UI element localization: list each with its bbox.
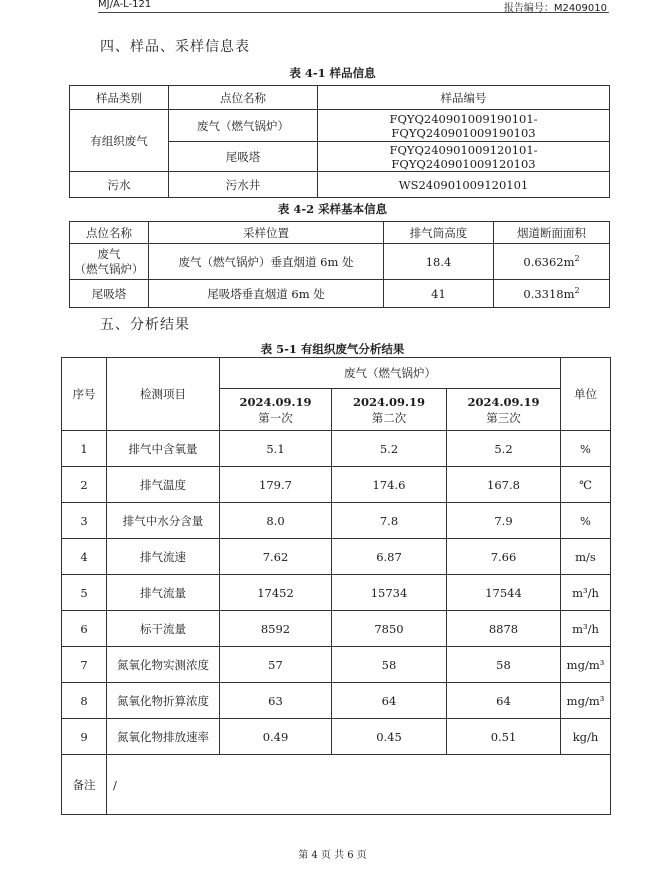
run1-date: 2024.09.19 — [239, 394, 312, 409]
th-group-boiler: 废气（燃气锅炉） — [220, 358, 561, 389]
run2-label: 第二次 — [371, 410, 407, 425]
row-value-run1: 7.62 — [220, 539, 332, 575]
row-unit: % — [561, 503, 611, 539]
cell-code-tail-tower: FQYQ240901009120101-FQYQ240901009120103 — [318, 142, 610, 172]
table-row — [62, 431, 611, 467]
run1-label: 第一次 — [258, 410, 293, 425]
row-value-run2: 174.6 — [332, 467, 447, 503]
row-value-run3: 5.2 — [447, 431, 561, 467]
note-value: / — [107, 755, 611, 815]
row-value-run3: 17544 — [447, 575, 561, 611]
row-value-run3: 167.8 — [447, 467, 561, 503]
row-unit: mg/m³ — [561, 647, 611, 683]
row-unit: mg/m³ — [561, 683, 611, 719]
cell-code-boiler: FQYQ240901009190101-FQYQ240901009190103 — [318, 110, 610, 142]
cell-name-boiler — [70, 244, 149, 280]
row-value-run1: 63 — [220, 683, 332, 719]
table-row — [62, 719, 611, 755]
note-label: 备注 — [62, 755, 107, 815]
row-value-run1: 179.7 — [220, 467, 332, 503]
th-point-name-2: 点位名称 — [70, 222, 149, 244]
cell-point-tail-tower: 尾吸塔 — [169, 142, 318, 172]
sampling-basic-table — [69, 221, 610, 308]
organized-gas-results-table — [61, 357, 611, 815]
row-item: 排气中水分含量 — [107, 503, 220, 539]
row-unit: m/s — [561, 539, 611, 575]
report-number: 报告编号：M2409010 — [503, 3, 607, 14]
table-row — [62, 575, 611, 611]
row-seq: 5 — [62, 575, 107, 611]
cell-area-tail-tower — [494, 280, 610, 308]
th-sampling-position: 采样位置 — [149, 222, 384, 244]
row-value-run1: 5.1 — [220, 431, 332, 467]
row-seq: 9 — [62, 719, 107, 755]
th-sample-category: 样品类别 — [70, 86, 169, 110]
row-unit: m³/h — [561, 611, 611, 647]
row-seq: 7 — [62, 647, 107, 683]
row-value-run2: 58 — [332, 647, 447, 683]
row-seq: 6 — [62, 611, 107, 647]
row-seq: 1 — [62, 431, 107, 467]
cell-point-sewage-well: 污水井 — [169, 172, 318, 198]
cell-code-sewage-well: WS240901009120101 — [318, 172, 610, 198]
row-value-run1: 17452 — [220, 575, 332, 611]
th-sample-code: 样品编号 — [318, 86, 610, 110]
th-unit: 单位 — [561, 358, 611, 431]
table-row — [62, 467, 611, 503]
row-value-run2: 15734 — [332, 575, 447, 611]
cell-height-tail-tower: 41 — [384, 280, 494, 308]
row-seq: 2 — [62, 467, 107, 503]
row-value-run2: 64 — [332, 683, 447, 719]
row-value-run3: 64 — [447, 683, 561, 719]
area-boiler-unit: m — [563, 254, 575, 269]
name-boiler-line2: （燃气锅炉） — [74, 261, 144, 276]
table-row — [62, 683, 611, 719]
page-footer: 第 4 页 共 6 页 — [298, 850, 367, 861]
row-value-run1: 0.49 — [220, 719, 332, 755]
area-tail-value: 0.3318 — [523, 286, 564, 301]
row-item: 氮氧化物实测浓度 — [107, 647, 220, 683]
area-tail-unit: m — [563, 286, 575, 301]
th-item: 检测项目 — [107, 358, 220, 431]
table-row — [62, 539, 611, 575]
cell-height-boiler: 18.4 — [384, 244, 494, 280]
table42-caption: 表 4-2 采样基本信息 — [277, 202, 388, 216]
row-value-run2: 5.2 — [332, 431, 447, 467]
row-unit: kg/h — [561, 719, 611, 755]
row-value-run3: 8878 — [447, 611, 561, 647]
row-item: 排气温度 — [107, 467, 220, 503]
area-tail-sup: 2 — [574, 286, 580, 296]
row-value-run3: 58 — [447, 647, 561, 683]
doc-code: MJ/A-L-121 — [98, 0, 152, 10]
run3-label: 第三次 — [486, 410, 521, 425]
area-boiler-sup: 2 — [574, 254, 580, 264]
header-divider — [98, 12, 609, 13]
row-item: 氮氧化物排放速率 — [107, 719, 220, 755]
row-unit: m³/h — [561, 575, 611, 611]
section4-title: 四、样品、采样信息表 — [100, 39, 250, 55]
row-value-run1: 8.0 — [220, 503, 332, 539]
th-flue-area: 烟道断面面积 — [494, 222, 610, 244]
table-row — [62, 611, 611, 647]
cell-name-tail-tower: 尾吸塔 — [70, 280, 149, 308]
row-value-run2: 6.87 — [332, 539, 447, 575]
table-row — [62, 503, 611, 539]
row-item: 排气流量 — [107, 575, 220, 611]
cell-category-organized-gas: 有组织废气 — [70, 110, 169, 172]
row-value-run2: 7.8 — [332, 503, 447, 539]
th-stack-height: 排气筒高度 — [384, 222, 494, 244]
th-seq: 序号 — [62, 358, 107, 431]
table51-caption: 表 5-1 有组织废气分析结果 — [260, 342, 405, 356]
row-value-run1: 57 — [220, 647, 332, 683]
th-point-name: 点位名称 — [169, 86, 318, 110]
row-item: 标干流量 — [107, 611, 220, 647]
row-unit: ℃ — [561, 467, 611, 503]
row-value-run2: 0.45 — [332, 719, 447, 755]
row-value-run3: 7.9 — [447, 503, 561, 539]
section5-title: 五、分析结果 — [100, 317, 190, 333]
row-value-run2: 7850 — [332, 611, 447, 647]
cell-category-wastewater: 污水 — [70, 172, 169, 198]
th-run-2 — [332, 389, 447, 431]
run3-date: 2024.09.19 — [467, 394, 540, 409]
row-seq: 4 — [62, 539, 107, 575]
row-unit: % — [561, 431, 611, 467]
row-value-run3: 7.66 — [447, 539, 561, 575]
row-seq: 3 — [62, 503, 107, 539]
row-seq: 8 — [62, 683, 107, 719]
th-run-1 — [220, 389, 332, 431]
row-value-run1: 8592 — [220, 611, 332, 647]
table41-caption: 表 4-1 样品信息 — [289, 66, 376, 80]
table-row — [62, 647, 611, 683]
cell-area-boiler — [494, 244, 610, 280]
row-item: 排气中含氧量 — [107, 431, 220, 467]
row-item: 氮氧化物折算浓度 — [107, 683, 220, 719]
run2-date: 2024.09.19 — [352, 394, 426, 409]
th-run-3 — [447, 389, 561, 431]
row-value-run3: 0.51 — [447, 719, 561, 755]
cell-position-boiler: 废气（燃气锅炉）垂直烟道 6m 处 — [149, 244, 384, 280]
name-boiler-line1: 废气 — [97, 246, 121, 261]
row-item: 排气流速 — [107, 539, 220, 575]
cell-point-boiler: 废气（燃气锅炉） — [169, 110, 318, 142]
sample-info-table — [69, 85, 610, 198]
cell-position-tail-tower: 尾吸塔垂直烟道 6m 处 — [149, 280, 384, 308]
area-boiler-value: 0.6362 — [523, 254, 564, 269]
